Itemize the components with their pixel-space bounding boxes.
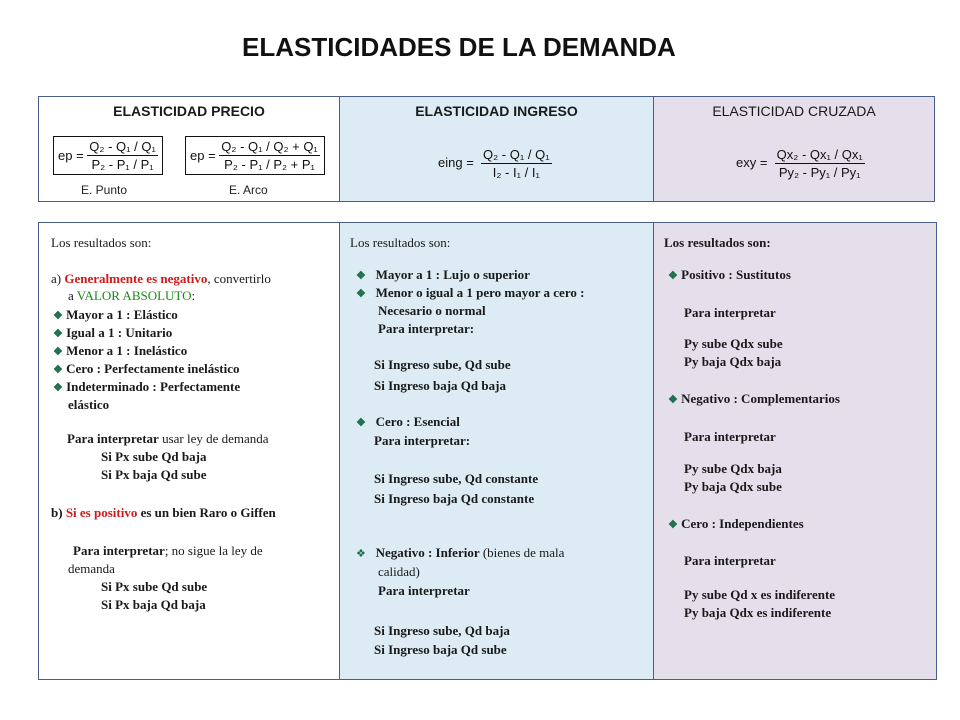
price-results-cell <box>39 223 339 679</box>
list-item <box>668 391 840 408</box>
fraction <box>87 139 158 172</box>
list-item <box>53 379 240 396</box>
cross-results-cell <box>653 223 936 679</box>
rule-line: Si Ingreso sube, Qd constante <box>374 471 539 486</box>
rule-line: Si Px sube Qd sube <box>101 579 208 594</box>
rule-line: Py sube Qd x es indiferente <box>684 587 836 602</box>
list-item <box>356 285 584 302</box>
rule-line: Py sube Qdx sube <box>684 336 783 351</box>
diamond-bullet-icon: ❖ <box>668 394 678 406</box>
interpret-line-cont: demanda <box>68 561 115 576</box>
price-elasticity-heading: ELASTICIDAD PRECIO <box>113 103 265 119</box>
diamond-bullet-icon: ❖ <box>53 310 63 322</box>
rule-line: Py baja Qdx baja <box>684 354 782 369</box>
diamond-bullet-icon: ❖ <box>356 417 366 429</box>
income-results-cell <box>339 223 653 679</box>
diamond-bullet-icon: ❖ <box>356 288 366 300</box>
item-text: Negativo : Complementarios <box>681 391 840 406</box>
interpret-label: Para interpretar <box>684 429 776 444</box>
denominator: P₂ - P₁ / P₂ + P₁ <box>224 157 315 172</box>
rule-line: Py baja Qdx sube <box>684 479 782 494</box>
case-letter: a) <box>51 271 62 286</box>
text-bold: Para interpretar <box>73 543 165 558</box>
formula-lhs: ep = <box>190 148 216 163</box>
list-item-cont: Para interpretar <box>378 583 470 598</box>
text-bold: Para interpretar <box>67 431 159 446</box>
text: a <box>68 288 74 303</box>
list-item-cont: elástico <box>68 397 110 412</box>
list-item <box>356 267 530 284</box>
point-elasticity-formula <box>53 136 163 175</box>
results-intro: Los resultados son: <box>664 235 771 250</box>
item-text: Cero : Perfectamente inelástico <box>66 361 240 376</box>
item-text: Positivo : Sustitutos <box>681 267 791 282</box>
cross-elasticity-cell <box>653 97 934 201</box>
income-elasticity-heading: ELASTICIDAD INGRESO <box>415 103 578 119</box>
list-item <box>668 516 804 533</box>
list-item-cont: Para interpretar: <box>378 321 475 336</box>
results-intro: Los resultados son: <box>51 235 152 250</box>
case-a-line1 <box>51 271 271 287</box>
highlight-green: VALOR ABSOLUTO <box>76 288 192 303</box>
results-intro: Los resultados son: <box>350 235 451 250</box>
page-title: ELASTICIDADES DE LA DEMANDA <box>242 32 676 62</box>
diamond-bullet-icon: ❖ <box>53 328 63 340</box>
diamond-bullet-icon: ❖ <box>356 270 366 282</box>
rule-line: Si Ingreso sube, Qd sube <box>374 357 511 372</box>
item-text: Igual a 1 : Unitario <box>66 325 173 340</box>
formulas-table <box>38 96 935 202</box>
item-text-bold: Negativo : Inferior <box>375 545 480 560</box>
list-item <box>53 325 172 342</box>
rule-line: Si Ingreso baja Qd baja <box>374 378 506 393</box>
list-item <box>356 414 460 431</box>
text: , convertirlo <box>207 271 271 286</box>
fraction <box>219 139 320 172</box>
interpret-line <box>67 431 269 447</box>
list-item <box>53 343 187 360</box>
formula-lhs: exy = <box>736 154 768 170</box>
case-b-line <box>51 505 276 521</box>
list-item-cont: calidad) <box>378 564 420 579</box>
list-item <box>668 267 791 284</box>
denominator: Py₂ - Py₁ / Py₁ <box>778 165 861 180</box>
diamond-bullet-icon: ❖ <box>356 548 366 560</box>
item-text: Mayor a 1 : Elástico <box>66 307 178 322</box>
diamond-bullet-icon: ❖ <box>53 346 63 358</box>
formula-lhs: ep = <box>58 148 84 163</box>
rule-line: Si Px baja Qd baja <box>101 597 206 612</box>
list-item <box>53 361 240 378</box>
income-elasticity-formula <box>438 147 552 180</box>
rule-line: Si Ingreso sube, Qd baja <box>374 623 510 638</box>
income-elasticity-cell <box>339 97 653 201</box>
diamond-bullet-icon: ❖ <box>53 382 63 394</box>
numerator: Qx₂ - Qx₁ / Qx₁ <box>776 147 863 162</box>
numerator: Q₂ - Q₁ / Q₁ <box>89 139 156 154</box>
text: ; no sigue la ley de <box>164 543 263 558</box>
rule-line: Si Px sube Qd baja <box>101 449 207 464</box>
rule-line: Si Ingreso baja Qd constante <box>374 491 535 506</box>
highlight-red: Generalmente es negativo <box>64 271 208 286</box>
numerator: Q₂ - Q₁ / Q₂ + Q₁ <box>221 139 318 154</box>
rule-line: Si Px baja Qd sube <box>101 467 207 482</box>
text: usar ley de demanda <box>158 431 269 446</box>
fraction <box>775 147 865 180</box>
denominator: I₂ - I₁ / I₁ <box>492 165 540 180</box>
text-bold: es un bien Raro o Giffen <box>137 505 276 520</box>
formula-lhs: eing = <box>438 154 474 170</box>
list-item <box>53 307 178 324</box>
arc-elasticity-formula <box>185 136 325 175</box>
cross-elasticity-heading: ELASTICIDAD CRUZADA <box>712 103 876 119</box>
results-table <box>38 222 937 680</box>
diamond-bullet-icon: ❖ <box>53 364 63 376</box>
diamond-bullet-icon: ❖ <box>668 519 678 531</box>
case-a-line2 <box>68 288 195 304</box>
interpret-line <box>73 543 263 559</box>
fraction <box>481 147 552 180</box>
text: : <box>191 288 196 303</box>
price-elasticity-cell <box>39 97 339 201</box>
point-label: E. Punto <box>81 183 128 197</box>
interpret-label: Para interpretar <box>684 305 776 320</box>
list-item-cont: Para interpretar: <box>374 433 471 448</box>
list-item-cont: Necesario o normal <box>378 303 486 318</box>
list-item <box>356 545 564 562</box>
item-text: Mayor a 1 : Lujo o superior <box>375 267 530 282</box>
item-text: Menor o igual a 1 pero mayor a cero : <box>375 285 585 300</box>
item-text: Menor a 1 : Inelástico <box>66 343 188 358</box>
numerator: Q₂ - Q₁ / Q₁ <box>483 147 550 162</box>
item-text: Cero : Independientes <box>681 516 804 531</box>
rule-line: Py sube Qdx baja <box>684 461 782 476</box>
interpret-label: Para interpretar <box>684 553 776 568</box>
rule-line: Si Ingreso baja Qd sube <box>374 642 507 657</box>
case-letter: b) <box>51 505 63 520</box>
item-text: Cero : Esencial <box>375 414 460 429</box>
item-text: Indeterminado : Perfectamente <box>66 379 241 394</box>
diamond-bullet-icon: ❖ <box>668 270 678 282</box>
arc-label: E. Arco <box>229 183 268 197</box>
highlight-red: Si es positivo <box>65 505 138 520</box>
cross-elasticity-formula <box>736 147 865 180</box>
denominator: P₂ - P₁ / P₁ <box>91 157 154 172</box>
item-text: (bienes de mala <box>479 545 565 560</box>
rule-line: Py baja Qdx es indiferente <box>684 605 832 620</box>
